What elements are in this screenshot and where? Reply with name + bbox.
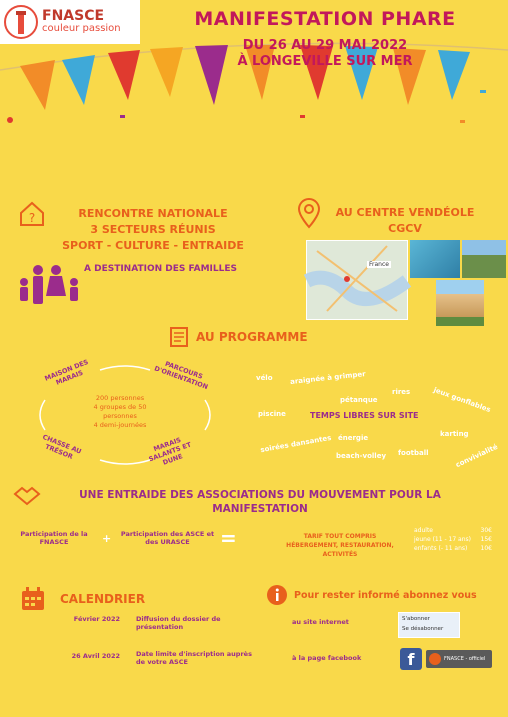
program-item-marais: MARAIS SALANTS ET DUNE (147, 435, 193, 467)
location-pin-icon (298, 198, 320, 228)
family-icon (14, 262, 89, 307)
venue-block (320, 205, 490, 237)
info-heading: Pour rester informé abonnez vous (294, 590, 477, 601)
free-time-energie: énergie (338, 434, 369, 442)
page-avatar (429, 653, 441, 665)
calendar-date-1: Février 2022 (73, 615, 120, 623)
free-time-title: TEMPS LIBRES SUR SITE (310, 411, 419, 420)
program-item-parcours: PARCOURS D'ORIENTATION (153, 359, 210, 392)
page-title: MANIFESTATION PHARE (194, 8, 456, 30)
mutual-aid-heading: UNE ENTRAIDE DES ASSOCIATIONS DU MOUVEMENT POUR LA MANIFESTATION (79, 489, 441, 515)
venue-line1: AU CENTRE VENDÉOLE (335, 206, 475, 219)
free-time-karting: karting (440, 430, 469, 438)
svg-text:?: ? (28, 211, 36, 225)
calendar-text-1: Diffusion du dossier de présentation (136, 615, 221, 631)
meeting-block (28, 206, 278, 254)
free-time-piscine: piscine (258, 410, 286, 418)
program-people: 200 personnes (95, 394, 145, 402)
plus-sign: + (102, 532, 112, 545)
meeting-line2: 3 SECTEURS RÉUNIS (90, 223, 216, 236)
website-label: au site internet (292, 618, 349, 626)
calendar-text-2: Date limite d'inscription auprès de votre ASCE (136, 650, 252, 666)
map-graphic (307, 241, 407, 319)
tariff-block (270, 532, 410, 559)
tariff-title: TARIF TOUT COMPRIS (303, 533, 377, 540)
program-halfdays: 4 demi-journées (93, 421, 147, 429)
resort-photo (462, 240, 506, 278)
building-photo (436, 280, 484, 326)
calendar-date-2: 26 Avril 2022 (71, 652, 120, 660)
scroll-icon (166, 324, 192, 350)
calendar-heading: CALENDRIER (60, 592, 146, 606)
free-time-araignee: araignée à grimper (289, 370, 366, 386)
fnasce-participation: Participation de la FNASCE (20, 530, 88, 546)
facebook-page-badge[interactable] (426, 650, 492, 668)
place-line: À LONGEVILLE SUR MER (237, 54, 413, 69)
venue-map (306, 240, 408, 320)
free-time-soirees: soirées dansantes (259, 433, 332, 455)
info-icon (266, 584, 288, 606)
pool-photo (410, 240, 460, 278)
free-time-beach: beach-volley (336, 452, 387, 460)
free-time-football: football (398, 449, 429, 457)
price-row: jeune (11 - 17 ans) 15€ (414, 536, 492, 543)
lighthouse-icon (4, 2, 38, 42)
program-heading: AU PROGRAMME (196, 330, 308, 344)
map-label: France (369, 261, 389, 268)
tariff-sub: HÉBERGEMENT, RESTAURATION, ACTIVITÉS (286, 542, 394, 558)
facebook-label: à la page facebook (292, 654, 362, 662)
asce-participation: Participation des ASCE et des URASCE (120, 530, 215, 546)
free-time-rires: rires (392, 388, 411, 396)
unsubscribe-link[interactable]: Se désabonner (402, 626, 444, 632)
handshake-icon (14, 484, 40, 506)
subscribe-panel (398, 612, 460, 638)
logo-tagline: couleur passion (42, 23, 121, 34)
free-time-convivialite: convivialité (454, 442, 500, 470)
free-time-velo: vélo (256, 374, 273, 382)
program-groups: 4 groupes de 50 personnes (93, 403, 147, 420)
venue-line2: CGCV (388, 222, 422, 235)
calendar-icon (20, 586, 46, 612)
subscribe-link[interactable]: S'abonner (402, 616, 430, 622)
event-dates (150, 38, 500, 70)
facebook-icon[interactable]: f (400, 648, 422, 670)
equals-sign: = (220, 526, 237, 550)
dates-line: DU 26 AU 29 MAI 2022 (242, 38, 408, 53)
price-row: adulte 30€ (414, 527, 492, 534)
fnasce-logo (0, 0, 140, 44)
program-item-maison: MAISON DES MARAIS (43, 357, 90, 387)
meeting-line1: RENCONTRE NATIONALE (78, 207, 228, 220)
logo-name: FNASCE (42, 8, 105, 24)
free-time-petanque: pétanque (340, 396, 378, 404)
meeting-line3: SPORT - CULTURE - ENTRAIDE (62, 239, 244, 252)
price-list (414, 526, 492, 553)
price-row: enfants (- 11 ans) 10€ (414, 545, 492, 552)
families-label: A DESTINATION DES FAMILLES (84, 264, 238, 274)
program-center (80, 394, 160, 430)
facebook-page-name: FNASCE - officiel (444, 656, 486, 662)
program-item-chasse: CHASSE AU TRÉSOR (41, 432, 83, 461)
free-time-gonflables: jeux gonflables (432, 385, 492, 415)
